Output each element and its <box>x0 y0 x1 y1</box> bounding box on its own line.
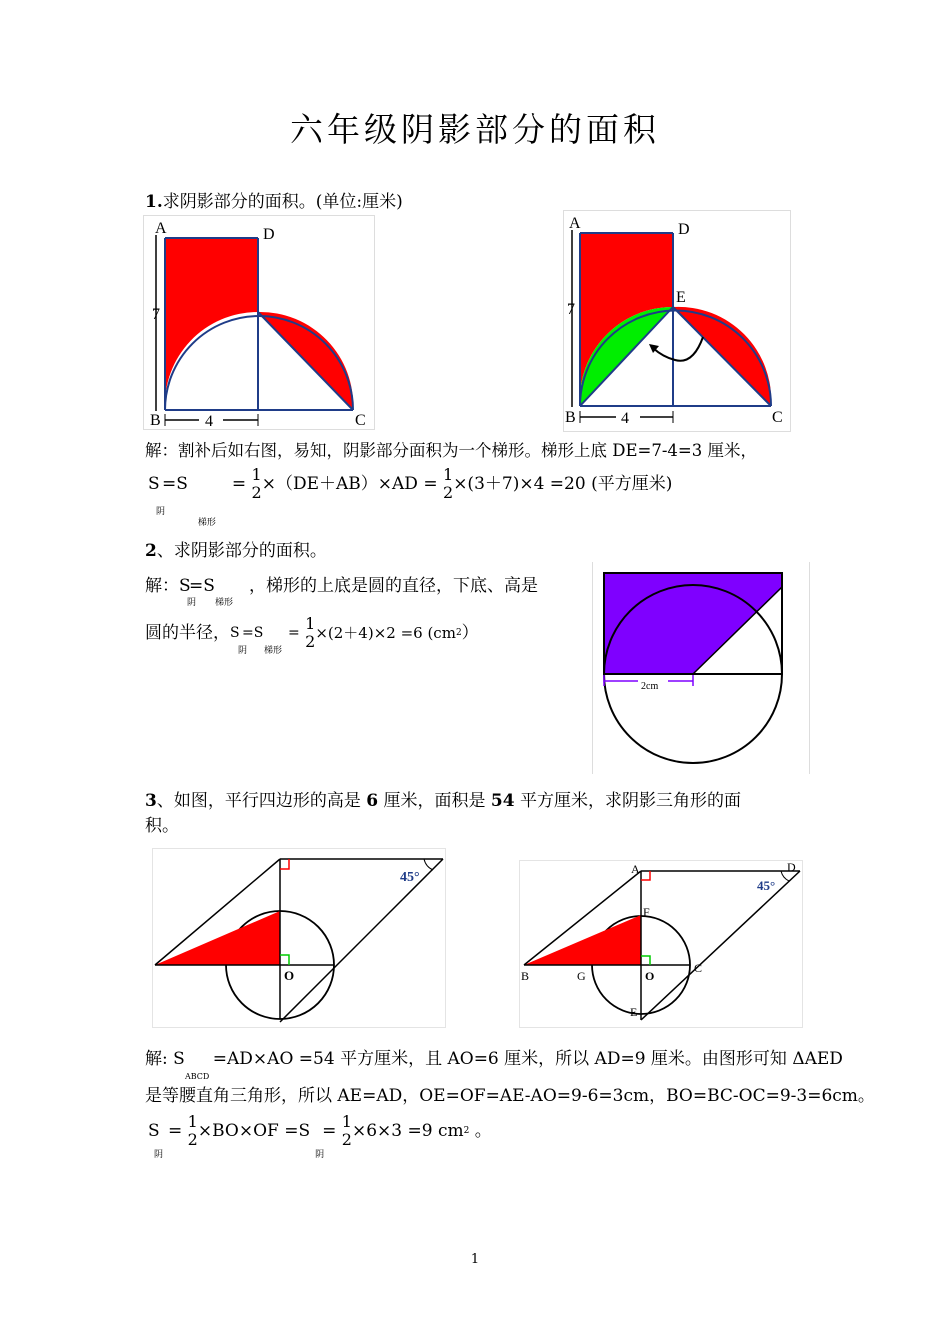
q2-heading: 2、求阴影部分的面积。 <box>145 541 327 561</box>
q3-heading-line2: 积。 <box>145 816 179 836</box>
q1r-label-B: B <box>565 409 576 426</box>
q2-fraction-half: 1 2 <box>305 614 316 651</box>
q3r-label-E: E <box>630 1005 638 1019</box>
q3r-label-D: D <box>787 860 796 874</box>
q1-red-region-left <box>165 238 258 410</box>
q2-solution-line2: 圆的半径，S 阴 =S 梯形 = 1 2 ×(2＋4)×2 =6 (cm2） <box>145 614 479 656</box>
q3r-label-A: A <box>631 862 640 876</box>
q3-red-triangle <box>155 911 280 965</box>
q2-purple-trapezoid <box>604 573 783 674</box>
q1-solution-line1: 解：割补后如右图，易知，阴影部分面积为一个梯形。梯形上底 DE=7-4=3 厘米， <box>145 441 757 460</box>
q1r-label-A: A <box>569 215 581 232</box>
q1-move-arrow <box>653 337 703 361</box>
q1-label-B: B <box>150 412 161 429</box>
q1-label-4: 4 <box>205 413 213 430</box>
q1-figure-original <box>143 215 375 430</box>
q1-label-7: 7 <box>152 306 160 323</box>
q3-figure-original <box>152 848 446 1028</box>
q3-fraction-half-2: 1 2 <box>341 1112 352 1149</box>
q1r-label-4: 4 <box>621 410 629 427</box>
q1-formula: S 阴 =S 梯形 = 1 2 ×（DE＋AB）×AD = 1 2 ×(3＋7)×4 =20 (平方厘米) <box>148 465 673 528</box>
q2-figure <box>592 562 810 774</box>
q1-label-C: C <box>355 412 366 429</box>
q3-heading-line1: 3、如图，平行四边形的高是 6 厘米，面积是 54 平方厘米，求阴影三角形的面 <box>145 791 741 811</box>
q1-red-top <box>580 233 673 307</box>
q1-figure-rearranged <box>563 210 791 432</box>
q3-solution-line1: 解: S ABCD =AD×AO =54 平方厘米，且 AO=6 厘米，所以 AD=9 厘米。由图形可知 ΔAED <box>145 1049 843 1081</box>
q1-heading: 1.求阴影部分的面积。(单位:厘米) <box>145 192 403 212</box>
q1r-label-E: E <box>676 289 686 306</box>
q2-label-2cm: 2cm <box>641 681 659 692</box>
q1-label-D: D <box>263 226 275 243</box>
q3r-label-F: F <box>643 905 650 919</box>
q3-figure-labeled <box>519 860 803 1028</box>
q3r-label-C: C <box>694 961 703 975</box>
q1r-label-D: D <box>678 221 690 238</box>
q3-label-45: 45° <box>400 870 420 885</box>
q3-fraction-half: 1 2 <box>187 1112 198 1149</box>
page-title: 六年级阴影部分的面积 <box>290 110 660 149</box>
q3r-label-45: 45° <box>757 878 776 893</box>
q3-solution-line2: 是等腰直角三角形，所以 AE=AD，OE=OF=AE-AO=9-6=3cm，BO=BC-OC=9-3=6cm。 <box>145 1086 875 1106</box>
q1-fraction-half-2: 1 2 <box>443 465 454 502</box>
q3r-label-G: G <box>577 969 586 983</box>
q1r-label-7: 7 <box>567 301 575 318</box>
q3r-red-triangle <box>524 915 641 965</box>
page-number: 1 <box>470 1252 480 1267</box>
q3-solution-line3: S 阴 = 1 2 ×BO×OF =S 阴 = 1 2 ×6×3 =9 cm2 。 <box>148 1112 492 1160</box>
q1-label-A: A <box>155 220 167 237</box>
q2-solution-line1: 解：S 阴 =S 梯形 ，梯形的上底是圆的直径，下底、高是 <box>145 576 538 608</box>
q3r-label-O: O <box>645 969 655 983</box>
q3r-label-B: B <box>521 969 530 983</box>
q3-label-O: O <box>284 968 295 983</box>
q1-fraction-half: 1 2 <box>251 465 262 502</box>
q1r-label-C: C <box>772 409 783 426</box>
